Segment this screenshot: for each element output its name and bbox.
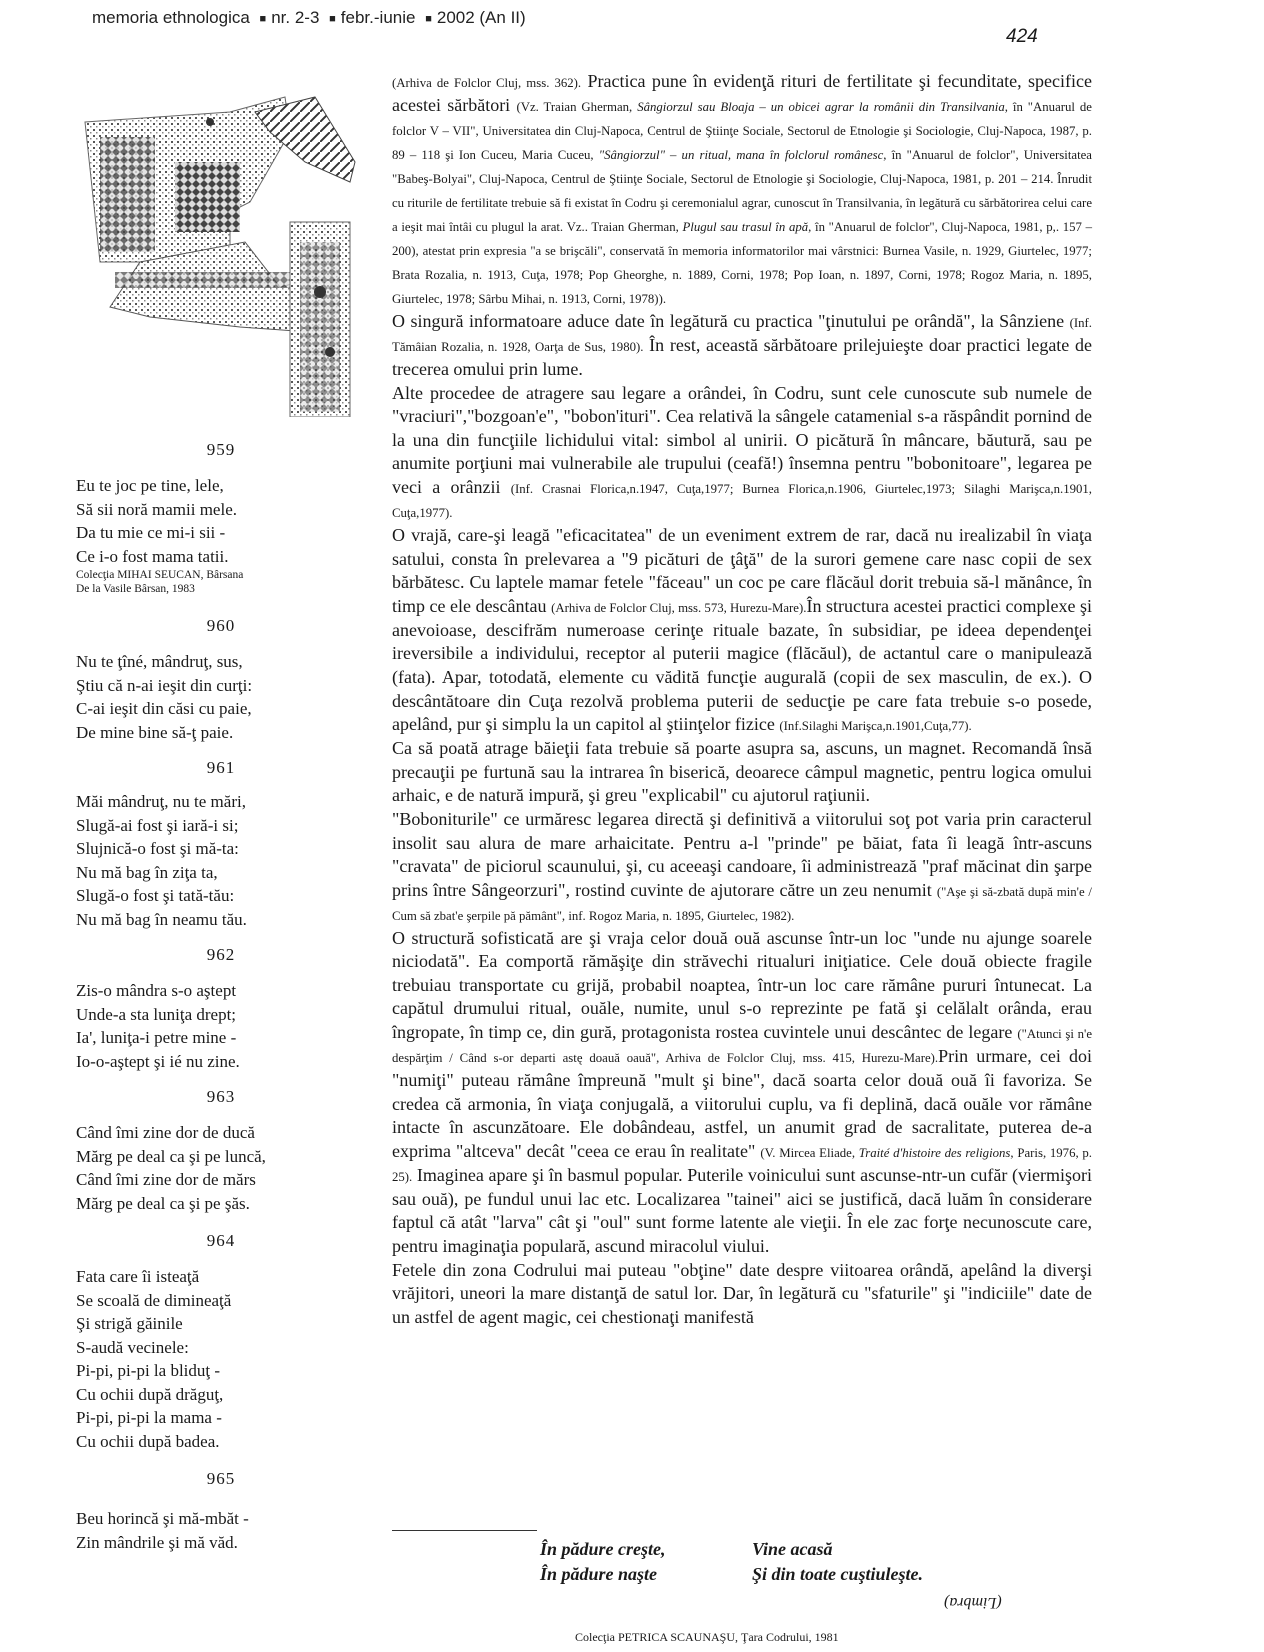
paragraph	[392, 382, 1092, 524]
poem-line: Beu horincă şi mă-mbăt -	[76, 1509, 249, 1528]
credit-line: Colecţia MIHAI SEUCAN, Bârsana	[76, 569, 244, 581]
riddle-line: În pădure naşte	[540, 1564, 658, 1584]
page-number: 424	[1006, 26, 1038, 47]
paragraph	[392, 70, 1092, 310]
text-run: (Vz. Traian Gherman,	[516, 100, 638, 114]
poem-text	[76, 1121, 366, 1215]
article-body	[392, 70, 1092, 1329]
text-run: În structura acestei practici complexe şi anevoioase, descifrăm numeroase cerinţe rituale bazate, în subsidiar, pe ideea dependenţei ireversibile a individului, receptor al puterii magice (flăcăul), de actantul care o manipulează (fata). Apar, totodată, elemente cu vădită funcţie augurală (copii de sex masculin, de ex.). O descântătoare din Cuţa rezolvă problema puterii de seducţie pe care fata trebuie s-o posede, apelând, pur şi simplu la un capitol al ştiinţelor fizice	[392, 595, 1092, 735]
citation: (Arhiva de Folclor Cluj, mss. 362).	[392, 76, 582, 90]
citation: ("Aşe şi să-zbată după min'e / Cum să zbat'e şerpile pă pământ", inf. Rogoz Maria, n. 1895, Giurtelec, 1982).	[392, 884, 1092, 923]
poem-line: Zin mândrile şi mă văd.	[76, 1532, 238, 1552]
collection-credit	[76, 568, 366, 596]
bullet-separator: ■	[329, 13, 336, 25]
footnote-divider	[392, 1530, 537, 1531]
poem-block	[76, 1229, 366, 1453]
issue-year: 2002 (An II)	[436, 8, 526, 27]
citation: (Inf. Tămâian Rozalia, n. 1928, Oarţa de Sus, 1980).	[392, 316, 1092, 354]
poem-line: C-ai ieşit din căsi cu paie,	[76, 699, 252, 718]
paragraph	[392, 310, 1092, 382]
citation: (Inf.Silaghi Marişca,n.1901,Cuţa,77).	[779, 719, 972, 734]
poem-number: 965	[206, 1469, 236, 1488]
paragraph	[392, 808, 1092, 927]
riddle-line: Vine acasă	[752, 1539, 833, 1559]
poem-number: 963	[206, 1087, 236, 1106]
poem-line: Şi strigă găinile	[76, 1314, 183, 1333]
poem-number: 962	[206, 945, 236, 964]
text-run: O structură sofisticată are şi vraja celor două ouă ascunse într-un loc "unde nu ajunge soarele niciodată". Ea comportă rămăşiţe din străvechi ritualuri iniţiatice. Cele două obiecte fragile trebuiau transportate cu grijă, probabil noaptea, într-un loc care rămâne pururi întunecat. La capătul drumului ritual, ouăle, numite, unul s-o reprezinte pe fată şi celălalt orânda, erau îngropate, în timp ce, din gură, protagonista rostea cuvintele unui descântec de legare	[392, 927, 1092, 1043]
poem-line: Nu te ţîné, mândruţ, sus,	[76, 652, 243, 671]
poem-number: 961	[206, 758, 236, 777]
journal-name: memoria ethnologica	[92, 8, 250, 27]
text-run: , în "Anuarul de folclor V – VII", Universitatea din Cluj-Napoca, Centrul de Ştiinţe Sociale, Sectorul de Etnologie şi Sociologie, Cluj-Napoca, 1987, p. 89 – 118 şi Ion Cuceu, Maria Cuceu,	[392, 100, 1092, 162]
poem-line: Slugă-o fost şi tată-tău:	[76, 886, 235, 905]
poem-line: Ce i-o fost mama tatii.	[76, 546, 229, 566]
poem-number: 959	[206, 440, 236, 459]
collection-credit: Colecţia PETRICA SCAUNAŞU, Ţara Codrului, 1981	[575, 1630, 839, 1644]
poem-line: Da tu mie ce mi-i sii -	[76, 523, 226, 542]
riddle-column-1	[540, 1537, 666, 1587]
paragraph	[392, 524, 1092, 737]
poem-text	[76, 1507, 366, 1554]
poem-block	[76, 1085, 366, 1215]
italic-title: "Sângiorzul" – un ritual, mana în folclorul românesc	[598, 148, 884, 162]
riddle-line: Şi din toate cuştiuleşte.	[752, 1564, 924, 1584]
poem-line: Slujnică-o fost şi mă-ta:	[76, 839, 239, 858]
riddle-column-2	[752, 1537, 923, 1587]
poem-text	[76, 650, 366, 744]
riddle-line: În pădure creşte,	[540, 1539, 666, 1559]
paragraph	[392, 927, 1092, 1259]
poem-line: Unde-a sta luniţa drept;	[76, 1004, 237, 1024]
issue-date: febr.-iunie	[340, 8, 416, 27]
citation: (Arhiva de Folclor Cluj, mss. 573, Hurezu-Mare).	[551, 600, 807, 615]
poem-line: Nu mă bag în neamu tău.	[76, 909, 247, 929]
bullet-separator: ■	[259, 13, 267, 25]
poem-line: Nu mă bag în ziţa ta,	[76, 862, 218, 882]
poem-line: Se scoală de dimineaţă	[76, 1290, 232, 1310]
paragraph: Ca să poată atrage băieţii fata trebuie să poarte asupra sa, ascuns, un magnet. Recomandă însă precauţii pe furtună sau la intrarea în biserică, deoarece câmpul magnetic, pentru logica omului arhaic, e de natură impură, şi greu "explicabil" cu ajutorul raţiunii.	[392, 738, 1092, 806]
poem-line: Cu ochii după badea.	[76, 1431, 220, 1451]
poem-line: Ştiu că n-ai ieşit din curţi:	[76, 675, 253, 695]
text-run: Alte procedee de atragere sau legare a orândei, în Codru, sunt cele cunoscute sub numele de "vraciuri","bozgoan'e", "bobon'ituri". Cea relativă la sângele catamenial s-a răspândit pornind de la una din funcţiile lichidului vital: simbol al unirii. O picătură în mâncare, băutură, sau pe anumite porţiuni mai vulnerabile ale trupului (ceafă!) însemna pentru "bobonitoare", legarea pe veci a orânzii	[392, 382, 1092, 497]
poem-block	[76, 438, 366, 596]
text-run: , în "Anuarul de folclor", Cluj-Napoca, 1981, p,. 157 – 200), atestat prin expresia "a se brişcăli", conservată în memoria informatorilor mai vârstnici: Burnea Vasile, n. 1929, Giurtelec, 1977; Brata Rozalia, n. 1913, Cuţa, 1978; Pop Gheorghe, n. 1889, Corni, 1978; Pop Ioan, n. 1897, Corni, 1978; Rogoz Maria, n. 1895, Giurtelec, 1978; Sârbu Mihai, n. 1913, Corni, 1978)).	[392, 220, 1093, 306]
poem-line: Slugă-ai fost şi iară-i si;	[76, 815, 239, 835]
riddle-answer-upside-down: (Limbra)	[944, 1594, 1002, 1611]
poem-number: 964	[206, 1231, 236, 1250]
poem-line: Când îmi zine dor de mărs	[76, 1170, 256, 1189]
poem-block	[76, 614, 366, 744]
text-run: În rest, această sărbătoare prilejuieşte doar practici legate de trecerea omului prin lume.	[392, 335, 1092, 379]
running-header	[92, 8, 526, 28]
italic-title: Sângiorzul sau Bloaja – un obicei agrar la românii din Transilvania	[637, 100, 1005, 114]
citation: (Inf. Crasnai Florica,n.1947, Cuţa,1977; Burnea Florica,n.1906, Giurtelec,1973; Silaghi Marişca,n.1901, Cuţa,1977).	[392, 481, 1092, 520]
poem-line: Ia', luniţa-i petre mine -	[76, 1028, 237, 1047]
poem-text	[76, 1265, 366, 1453]
text-run: O singură informatoare aduce date în legătură cu practica "ţinutului pe orândă", la Sânziene	[392, 311, 1070, 331]
embroidered-shirt-drawing	[80, 92, 370, 417]
text-run: "Boboniturile" ce urmăresc legarea directă şi definitivă a viitorului soţ pot varia prin caracterul insolit sau alura de mare arhaicitate. Pentru a-l "prinde" pe băiat, fata îi leagă într-ascuns "cravata" de piciorul scaunului, şi, cu aceeaşi candoare, îi administrează "praf măcinat din şarpe prins între Sângeorzuri", rostind cuvinte de ajutorare către un zeu nenumit	[392, 808, 1092, 900]
issue-number: nr. 2-3	[271, 8, 320, 27]
text-run: O vrajă, care-şi leagă "eficacitatea" de un eveniment extrem de rar, dacă nu irealizabil în viaţa satului, consta în prelevarea a "9 picături de ţâţă" de la surori gemene care nasc copii de sex bărbătesc. Cu laptele mamar fetele "făceau" un coc pe care flăcăul dorit trebuia să-l mănânce, în timp ce ele descântau	[392, 524, 1092, 616]
citation: ("Atunci şi n'e despărţim / Când s-or departi astę doauă oauă", Arhiva de Folclor Cluj, mss. 415, Hurezu-Mare).	[392, 1027, 1093, 1066]
poem-block	[76, 756, 366, 931]
poem-block	[76, 1467, 366, 1554]
text-run: (V. Mircea Eliade,	[760, 1145, 859, 1160]
poem-line: Pi-pi, pi-pi la bliduţ -	[76, 1361, 221, 1380]
poem-line: Zis-o mândra s-o aştept	[76, 981, 237, 1000]
poem-text	[76, 474, 366, 568]
poem-line: S-audă vecinele:	[76, 1337, 189, 1357]
citation	[392, 100, 1092, 306]
poem-number: 960	[206, 616, 236, 635]
credit-line: De la Vasile Bârsan, 1983	[76, 583, 195, 595]
poem-line: Mărg pe deal ca şi pe luncă,	[76, 1146, 266, 1166]
poem-line: Când îmi zine dor de ducă	[76, 1123, 255, 1142]
embroidery-illustration	[80, 92, 370, 417]
poem-line: Fata care îi isteaţă	[76, 1267, 200, 1286]
poem-line: Să sii noră mamii mele.	[76, 499, 237, 519]
text-run: Prin urmare, cei doi "numiţi" puteau rămâne împreună "mult şi bine", dacă soarta celor două ouă îi favoriza. Se credea că armonia, în viaţa conjugală, a viitorului cuplu, va fi deplină, dacă ouăle vor rămâne intacte în ascunzătoare. Ele dobândeau, astfel, un anumit grad de sacralitate, puterea de-a exprima "altceva" decât "ceea ce erau în realitate"	[392, 1046, 1092, 1161]
text-run: Imaginea apare şi în basmul popular. Puterile voinicului sunt ascunse-ntr-un cufăr (viermişori sau ouă), pe fundul unui lac etc. Localizarea "tainei" aici se justifică, dacă luăm în considerare faptul că atât "larva" cât şi "oul" sunt forme latente ale vieţii. În ele zac forţe necunoscute care, pentru imaginaţia populară, ascund miracolul viului.	[392, 1164, 1092, 1257]
text-run: , Paris, 1976, p. 25).	[392, 1145, 1092, 1184]
poem-text	[76, 790, 366, 931]
poem-line: De mine bine să-ţ paie.	[76, 722, 234, 742]
bullet-separator: ■	[425, 13, 432, 25]
paragraph: Fetele din zona Codrului mai puteau "obţine" date despre viitoarea orândă, apelând la diverşi vrăjitori, uneori la mare distanţă de satul lor. Dar, în legătură cu "sfaturile" şi "indiciile" date de un astfel de agent magic, cei chestionaţi manifestă	[392, 1259, 1092, 1327]
poem-line: Io-o-aştept şi ié nu zine.	[76, 1051, 240, 1071]
italic-title: Traité d'histoire des religions	[858, 1145, 1011, 1160]
poem-line: Eu te joc pe tine, lele,	[76, 476, 224, 495]
poem-block	[76, 943, 366, 1073]
italic-title: Plugul sau trasul în apă	[682, 220, 809, 234]
poem-line: Cu ochii după drăguţ,	[76, 1384, 224, 1404]
poem-text	[76, 979, 366, 1073]
poem-line: Mărg pe deal ca şi pe şăs.	[76, 1193, 250, 1213]
poem-line: Măi mândruţ, nu te mări,	[76, 792, 246, 811]
folk-poems-column	[76, 438, 366, 1554]
poem-line: Pi-pi, pi-pi la mama -	[76, 1408, 222, 1427]
text-run: Practica pune în evidenţă rituri de fertilitate şi fecunditate, specifice acestei sărbători	[392, 71, 1092, 115]
text-run: , în "Anuarul de folclor", Universitatea "Babeş-Bolyai", Cluj-Napoca, Centrul de Ştiinţe Sociale, Sectorul de Etnologie şi Sociologie, Cluj-Napoca, 1981, p. 201 – 214. Înrudit cu riturile de fertilitate trebuie să fi existat în Codru şi ceremonialul agrar, cunoscut în Transilvania, în legătură cu sărbătorirea celui care a ieşit mai întâi cu plugul la arat. Vz.. Traian Gherman,	[392, 148, 1092, 234]
